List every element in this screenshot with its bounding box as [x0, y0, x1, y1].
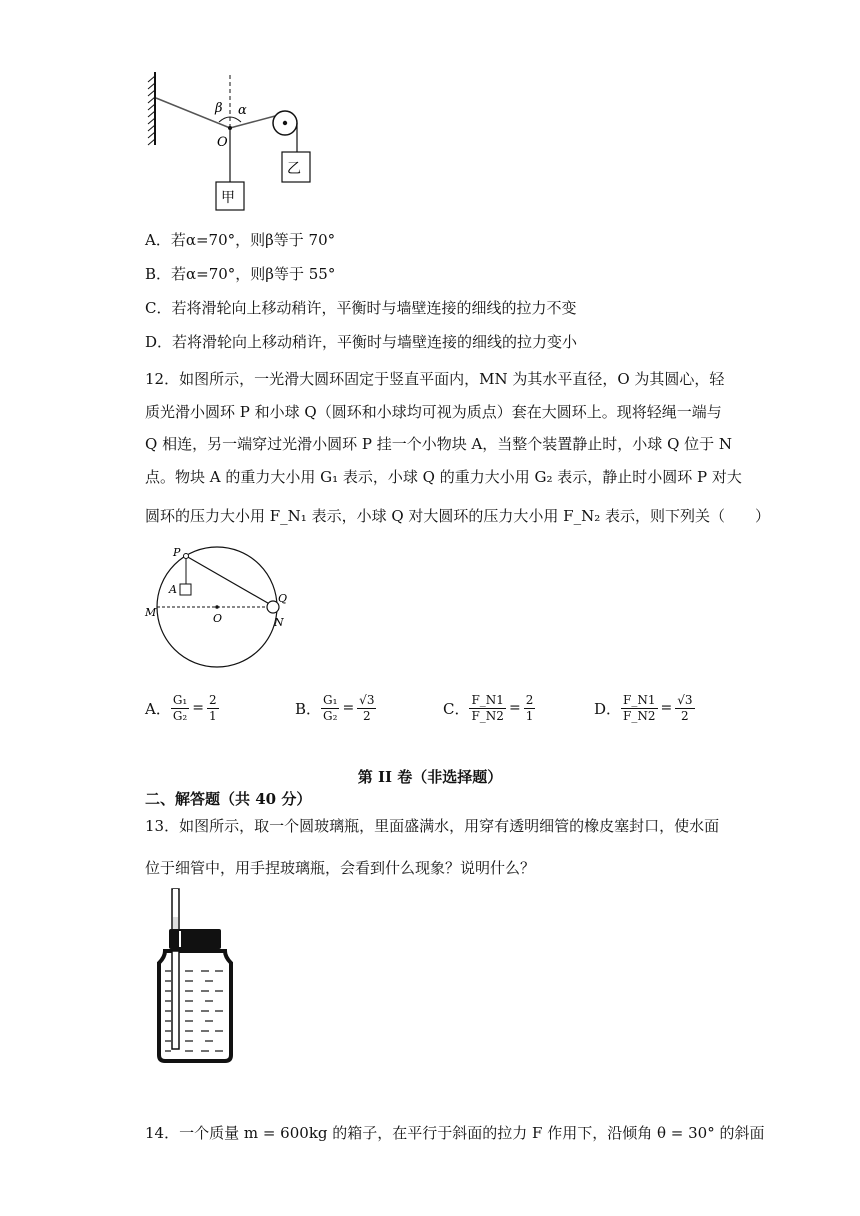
part2-heading: 二、解答题（共 40 分） [145, 790, 312, 808]
box-yi: 乙 [287, 161, 301, 177]
q12-option-b: B． $\frac{\text{G₁}}{\text{G₂}}$ = $\frac{√3}{2}$ [295, 692, 375, 723]
q12-option-a: A． $\frac{\text{G₁}}{\text{G₂}}$ = $\frac{2}{1}$ [145, 692, 217, 723]
figure-pulley-system [145, 70, 325, 220]
label-O2: O [213, 612, 223, 625]
q14-line-1: 14．一个质量 m = 600kg 的箱子，在平行于斜面的拉力 F 作用下，沿倾角 θ = 30° 的斜面 [145, 1124, 765, 1142]
label-O: O [217, 135, 228, 150]
q12-line-4: 点。物块 A 的重力大小用 G₁ 表示，小球 Q 的重力大小用 G₂ 表示，静止时小圆环 P 对大 [145, 468, 742, 486]
q12-line-2: 质光滑小圆环 P 和小球 Q（圆环和小球均可视为质点）套在大圆环上。现将轻绳一端与 [145, 403, 722, 421]
figure-bottle [155, 885, 235, 1065]
label-A: A [169, 583, 177, 596]
q11-option-a: A．若α=70°，则β等于 70° [145, 231, 336, 249]
q12-line-3: Q 相连，另一端穿过光滑小圆环 P 挂一个小物块 A，当整个装置静止时，小球 Q 位于 N [145, 435, 733, 453]
label-beta: β [215, 101, 223, 116]
label-alpha: α [238, 103, 247, 118]
q11-option-b: B．若α=70°，则β等于 55° [145, 265, 336, 283]
q12-option-d: D． $\frac{F\_N1}{F\_N2}$ = $\frac{√3}{2}$ [594, 692, 693, 723]
q12-line-1: 12．如图所示，一光滑大圆环固定于竖直平面内，MN 为其水平直径，O 为其圆心，轻 [145, 370, 725, 388]
q11-option-c: C．若将滑轮向上移动稍许，平衡时与墙壁连接的细线的拉力不变 [145, 299, 577, 317]
q13-line-1: 13．如图所示，取一个圆玻璃瓶，里面盛满水，用穿有透明细管的橡皮塞封口，使水面 [145, 817, 720, 835]
figure-ring [140, 540, 300, 670]
label-Q: Q [278, 592, 288, 605]
label-P: P [173, 546, 181, 559]
q11-option-d: D．若将滑轮向上移动稍许，平衡时与墙壁连接的细线的拉力变小 [145, 333, 578, 351]
q12-option-c: C． $\frac{F\_N1}{F\_N2}$ = $\frac{2}{1}$ [443, 692, 534, 723]
part2-title: 第 II 卷（非选择题） [357, 768, 503, 786]
q13-line-2: 位于细管中，用手捏玻璃瓶，会看到什么现象？说明什么？ [145, 859, 536, 877]
label-M: M [145, 606, 157, 619]
q12-line-5: 圆环的压力大小用 F_N₁ 表示，小球 Q 对大圆环的压力大小用 F_N₂ 表示，则下列关（ ） [145, 507, 771, 525]
box-jia: 甲 [221, 190, 235, 206]
label-N: N [274, 616, 284, 629]
